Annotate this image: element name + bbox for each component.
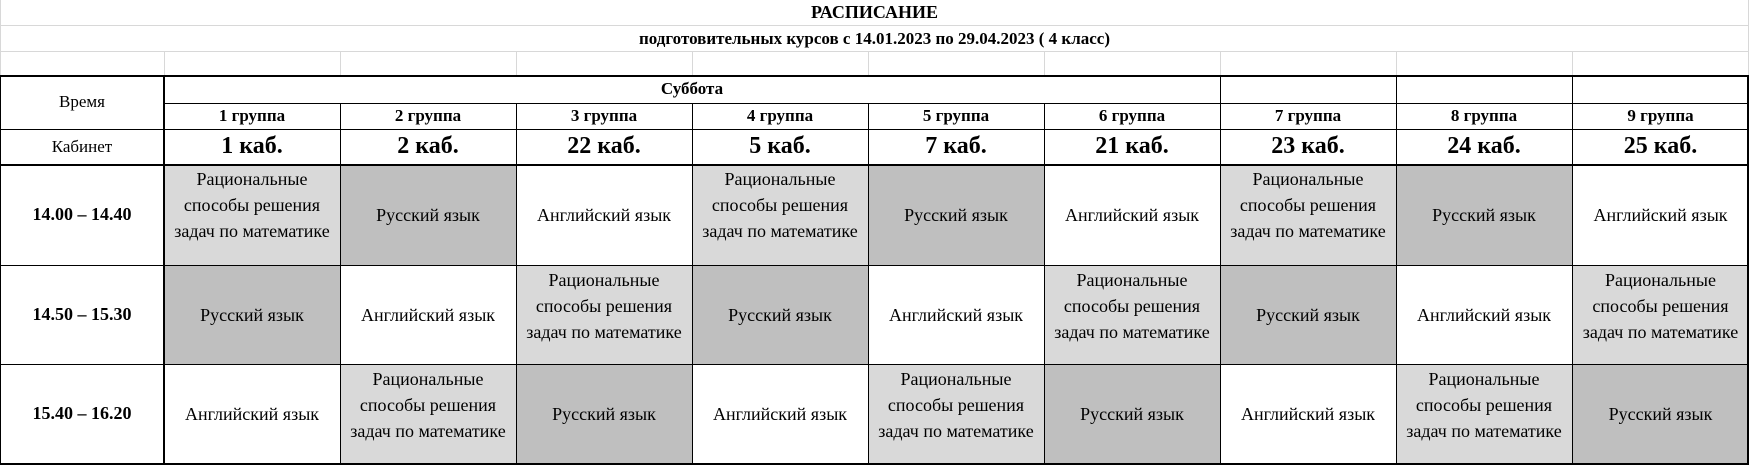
- grid-line: [1572, 75, 1573, 463]
- grid-line: [868, 51, 869, 75]
- lesson-cell: Русский язык: [868, 164, 1044, 265]
- lesson-cell: Рациональные способы решения задач по математике: [164, 164, 340, 265]
- lesson-cell: Рациональные способы решения задач по математике: [868, 364, 1044, 463]
- grid-line: [1572, 51, 1573, 75]
- room-number: 7 каб.: [925, 133, 987, 159]
- grid-line: [868, 103, 869, 463]
- lesson-cell: Английский язык: [692, 364, 868, 463]
- grid-line: [692, 103, 693, 463]
- room-number: 5 каб.: [749, 133, 811, 159]
- grid-line: [692, 51, 693, 75]
- lesson-cell: Рациональные способы решения задач по математике: [1396, 364, 1572, 463]
- grid-line: [0, 265, 1749, 266]
- grid-line: [516, 103, 517, 463]
- grid-line: [163, 75, 165, 463]
- room-number: 2 каб.: [397, 133, 459, 159]
- group-header: 7 группа: [1274, 106, 1342, 125]
- grid-line: [516, 51, 517, 75]
- room-number: 24 каб.: [1447, 133, 1521, 159]
- grid-line: [340, 51, 341, 75]
- group-header: 4 группа: [746, 106, 814, 125]
- grid-line: [164, 129, 1749, 130]
- lesson-cell: Русский язык: [1572, 364, 1749, 463]
- group-header: 1 группа: [218, 106, 286, 125]
- group-header: 3 группа: [570, 106, 638, 125]
- room-number: 25 каб.: [1623, 133, 1698, 159]
- time-header: Время: [59, 92, 105, 111]
- lesson-cell: Русский язык: [164, 265, 340, 364]
- grid-line: [1396, 75, 1397, 463]
- group-header: 5 группа: [922, 106, 990, 125]
- time-slot: 15.40 – 16.20: [32, 403, 132, 423]
- group-header: 6 группа: [1098, 106, 1166, 125]
- lesson-cell: Рациональные способы решения задач по математике: [1220, 164, 1396, 265]
- lesson-cell: Английский язык: [1220, 364, 1396, 463]
- time-slot: 14.50 – 15.30: [32, 304, 132, 324]
- lesson-cell: Русский язык: [340, 164, 516, 265]
- lesson-cell: Рациональные способы решения задач по математике: [516, 265, 692, 364]
- page-title: РАСПИСАНИЕ: [811, 2, 938, 22]
- lesson-cell: Рациональные способы решения задач по математике: [1044, 265, 1220, 364]
- grid-line: [1220, 75, 1221, 463]
- grid-line: [0, 164, 1749, 166]
- lesson-cell: Английский язык: [164, 364, 340, 463]
- lesson-cell: Английский язык: [1572, 164, 1749, 265]
- group-header: 2 группа: [394, 106, 462, 125]
- lesson-cell: Английский язык: [868, 265, 1044, 364]
- grid-line: [340, 103, 341, 463]
- lesson-cell: Английский язык: [1044, 164, 1220, 265]
- grid-line: [1044, 51, 1045, 75]
- day-header: Суббота: [660, 79, 724, 98]
- grid-line: [1044, 103, 1045, 463]
- grid-line: [164, 103, 1749, 104]
- grid-line: [1396, 51, 1397, 75]
- lesson-cell: Английский язык: [516, 164, 692, 265]
- room-header: Кабинет: [51, 136, 113, 156]
- grid-line: [1220, 51, 1221, 75]
- lesson-cell: Русский язык: [1396, 164, 1572, 265]
- grid-line: [0, 129, 164, 130]
- time-slot: 14.00 – 14.40: [32, 204, 132, 224]
- grid-line: [0, 51, 1749, 52]
- lesson-cell: Английский язык: [1396, 265, 1572, 364]
- room-number: 22 каб.: [567, 133, 641, 159]
- lesson-cell: Рациональные способы решения задач по математике: [1572, 265, 1749, 364]
- lesson-cell: Рациональные способы решения задач по математике: [692, 164, 868, 265]
- grid-line: [0, 75, 1749, 77]
- lesson-cell: Английский язык: [340, 265, 516, 364]
- group-header: 8 группа: [1450, 106, 1518, 125]
- lesson-cell: Русский язык: [1220, 265, 1396, 364]
- room-number: 21 каб.: [1095, 133, 1169, 159]
- lesson-cell: Рациональные способы решения задач по математике: [340, 364, 516, 463]
- lesson-cell: Русский язык: [516, 364, 692, 463]
- group-header: 9 группа: [1627, 106, 1694, 125]
- grid-line: [0, 75, 1, 463]
- lesson-cell: Русский язык: [1044, 364, 1220, 463]
- room-number: 23 каб.: [1271, 133, 1345, 159]
- grid-line: [164, 51, 165, 75]
- page-subtitle: подготовительных курсов с 14.01.2023 по 29.04.2023 ( 4 класс): [638, 28, 1111, 48]
- lesson-cell: Русский язык: [692, 265, 868, 364]
- room-number: 1 каб.: [221, 133, 283, 159]
- grid-line: [0, 364, 1749, 365]
